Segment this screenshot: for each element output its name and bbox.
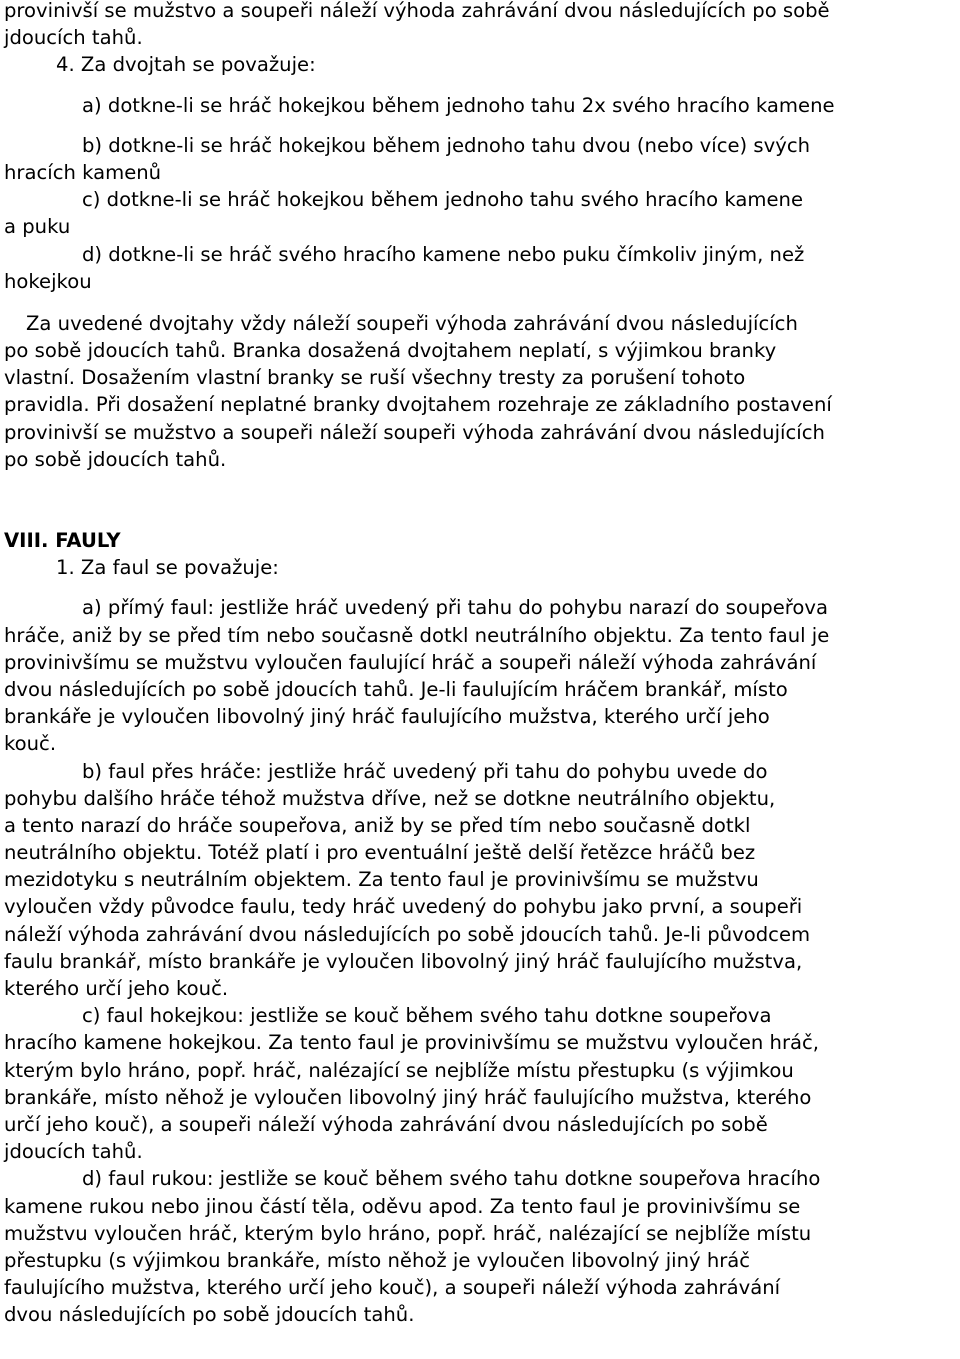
text-line: d) dotkne-li se hráč svého hracího kamene nebo puku čímkoliv jiným, než (82, 242, 805, 266)
text-line: po sobě jdoucích tahů. Branka dosažená dvojtahem neplatí, s výjimkou branky (4, 339, 777, 363)
text-line: a) přímý faul: jestliže hráč uvedený při tahu do pohybu narazí do soupeřova (82, 596, 828, 620)
text-line: a tento narazí do hráče soupeřova, aniž by se před tím nebo současně dotkl (4, 813, 751, 837)
text-line: jdoucích tahů. (4, 26, 143, 50)
text-line: hracího kamene hokejkou. Za tento faul je provinivšímu se mužstvu vyloučen hráč, (4, 1031, 820, 1055)
text-line: brankáře, místo něhož je vyloučen libovolný jiný hráč faulujícího mužstva, kterého (4, 1085, 812, 1109)
text-line: hracích kamenů (4, 160, 162, 184)
text-line: vlastní. Dosažením vlastní branky se ruší všechny tresty za porušení tohoto (4, 366, 746, 390)
text-line: d) faul rukou: jestliže se kouč během svého tahu dotkne soupeřova hracího (82, 1167, 821, 1191)
foul-clause-b (4, 758, 956, 1003)
text-line: jdoucích tahů. (4, 1140, 143, 1164)
text-line: určí jeho kouč), a soupeři náleží výhoda zahrávání dvou následujících po sobě (4, 1112, 768, 1136)
text-line: b) dotkne-li se hráč hokejkou během jednoho tahu dvou (nebo více) svých (82, 133, 811, 157)
item-title: 4. Za dvojtah se považuje: (56, 53, 316, 77)
text-line: provinivšímu se mužstvu vyloučen faulující hráč a soupeři náleží výhoda zahrávání (4, 650, 817, 674)
item-4-note (4, 310, 956, 473)
foul-clause-d (4, 1165, 956, 1328)
text-line: náleží výhoda zahrávání dvou následujících po sobě jdoucích tahů. Je-li původcem (4, 922, 811, 946)
text-line: Za uvedené dvojtahy vždy náleží soupeři výhoda zahrávání dvou následujících (26, 311, 798, 335)
text-line: faulujícího mužstva, kterého určí jeho kouč), a soupeři náleží výhoda zahrávání (4, 1276, 781, 1300)
text-line: pohybu dalšího hráče téhož mužstva dříve, než se dotkne neutrálního objektu, (4, 786, 776, 810)
text-line: hráče, aniž by se před tím nebo současně dotkl neutrálního objektu. Za tento faul je (4, 623, 830, 647)
text-line: po sobě jdoucích tahů. (4, 447, 227, 471)
document-page (4, 0, 956, 1328)
item-title: 1. Za faul se považuje: (56, 556, 279, 580)
text-line: mužstvu vyloučen hráč, kterým bylo hráno, popř. hráč, nalézající se nejblíže místu (4, 1221, 812, 1245)
text-line: dvou následujících po sobě jdoucích tahů. (4, 1303, 415, 1327)
foul-clause-c (4, 1002, 956, 1165)
text-line: pravidla. Při dosažení neplatné branky dvojtahem rozehraje ze základního postavení (4, 393, 832, 417)
foul-clause-a (4, 594, 956, 757)
clause-d (4, 241, 956, 295)
text-line: provinivší se mužstvo a soupeři náleží soupeři výhoda zahrávání dvou následujících (4, 420, 825, 444)
text-line: přestupku (s výjimkou brankáře, místo něhož je vyloučen libovolný jiný hráč (4, 1248, 751, 1272)
text-line: kamene rukou nebo jinou částí těla, oděvu apod. Za tento faul je provinivšímu se (4, 1194, 801, 1218)
text-line: dvou následujících po sobě jdoucích tahů. Je-li faulujícím hráčem brankář, místo (4, 677, 788, 701)
rule-item-4 (4, 51, 956, 473)
clause-c (4, 186, 956, 240)
text-line: hokejkou (4, 269, 92, 293)
clause-b (4, 132, 956, 186)
text-line: a puku (4, 215, 71, 239)
text-line: provinivší se mužstvo a soupeři náleží výhoda zahrávání dvou následujících po sobě (4, 0, 830, 22)
text-line: vyloučen vždy původce faulu, tedy hráč uvedený do pohybu jako první, a soupeři (4, 895, 803, 919)
text-line: kouč. (4, 732, 57, 756)
section-heading: VIII. FAULY (4, 529, 121, 552)
text-line: c) dotkne-li se hráč hokejkou během jednoho tahu svého hracího kamene (82, 188, 804, 212)
text-line: neutrálního objektu. Totéž platí i pro eventuální ještě delší řetězce hráčů bez (4, 841, 756, 865)
text-line: kterým bylo hráno, popř. hráč, nalézající se nejblíže místu přestupku (s výjimkou (4, 1058, 794, 1082)
intro-paragraph (4, 0, 956, 51)
text-line: b) faul přes hráče: jestliže hráč uvedený při tahu do pohybu uvede do (82, 759, 768, 783)
section-fouls (4, 527, 956, 1328)
clause-a: a) dotkne-li se hráč hokejkou během jednoho tahu 2x svého hracího kamene (82, 93, 835, 117)
text-line: mezidotyku s neutrálním objektem. Za tento faul je provinivšímu se mužstvu (4, 868, 759, 892)
text-line: brankáře je vyloučen libovolný jiný hráč faulujícího mužstva, kterého určí jeho (4, 705, 770, 729)
text-line: faulu brankář, místo brankáře je vyloučen libovolný jiný hráč faulujícího mužstva, (4, 949, 803, 973)
text-line: kterého určí jeho kouč. (4, 977, 229, 1000)
text-line: c) faul hokejkou: jestliže se kouč během svého tahu dotkne soupeřova (82, 1004, 772, 1028)
